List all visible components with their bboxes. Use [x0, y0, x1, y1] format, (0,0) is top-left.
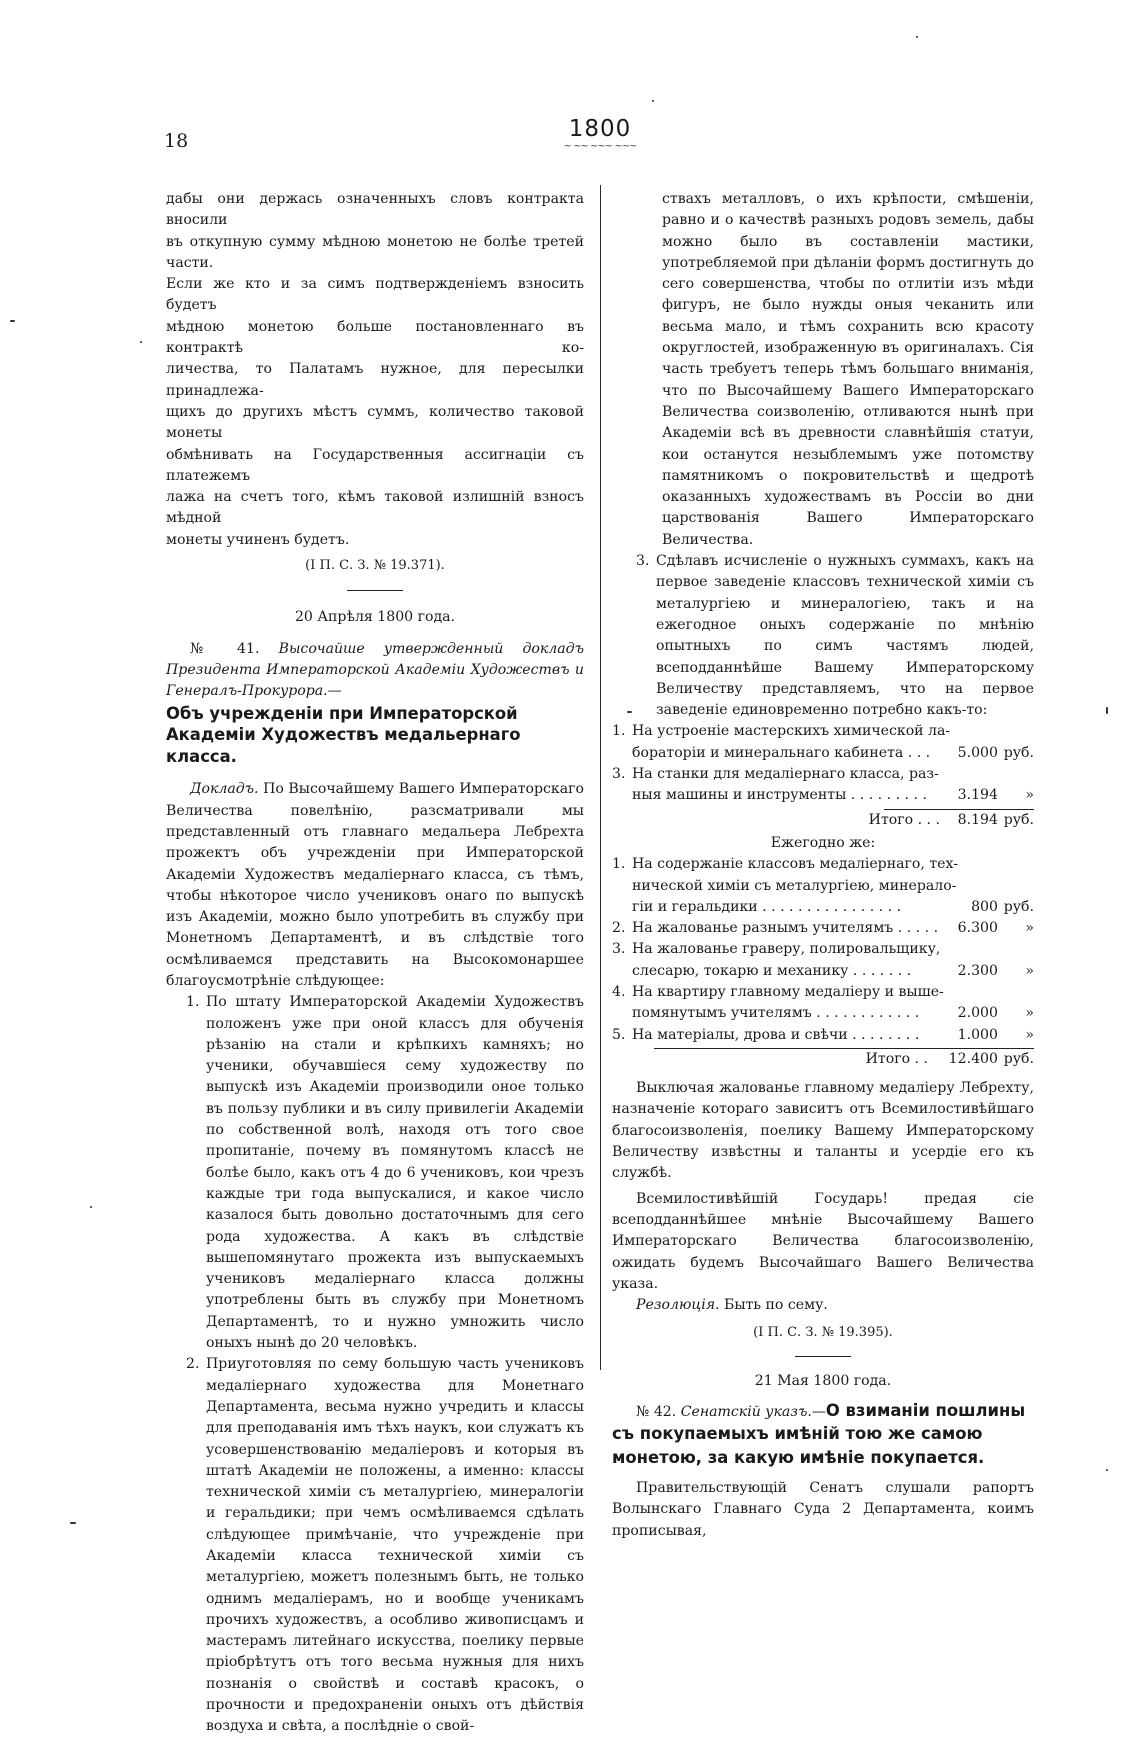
item-number: 3. [612, 766, 626, 783]
cost-item [612, 982, 1034, 1025]
unit: руб. [1003, 744, 1034, 761]
amount: 3.194 [957, 787, 998, 804]
document-number: № 41. [190, 640, 260, 657]
item-number: 4. [612, 983, 626, 1000]
text-line: личества, то Палатамъ нужное, для пересылки принадлежа- [166, 361, 584, 399]
cost-item [612, 854, 1034, 918]
item-text: На станки для медалiернаго класса, раз- [632, 766, 939, 783]
unit: руб. [1003, 898, 1034, 915]
amount: 1.000 [957, 1026, 998, 1043]
total-amount: 12.400 [948, 1050, 998, 1067]
scan-speck [652, 100, 654, 102]
unit: » [1025, 1005, 1034, 1022]
item-text: На матерiалы, дрова и свѣчи . . . . . . . . [632, 1026, 920, 1043]
text-line: въ откупную сумму мѣдною монетою не болѣе третей части. [166, 233, 584, 271]
unit: » [1025, 1026, 1034, 1043]
scan-speck [140, 341, 142, 343]
resolution [612, 1295, 1034, 1316]
item-text: На квартиру главному медалiеру и выше- [632, 983, 944, 1000]
item-text: бораторiи и минеральнаго кабинета . . . [632, 744, 931, 761]
document-42-heading [612, 1400, 1034, 1470]
item-number: 3. [636, 553, 650, 570]
right-column [612, 189, 1034, 1542]
setup-costs [612, 721, 1034, 830]
resolution-text: Быть по сему. [724, 1297, 828, 1314]
cost-item [612, 721, 1034, 764]
unit: » [1025, 962, 1034, 979]
cost-item [612, 918, 1034, 939]
section-divider [795, 1356, 851, 1357]
scan-speck [916, 36, 918, 38]
amount: 2.000 [957, 1005, 998, 1022]
text-line: щихъ до другихъ мѣстъ суммъ, количество таковой монеты [166, 403, 584, 442]
item-text: На жалованье разнымъ учителямъ . . . . . [632, 920, 939, 937]
item-number: 3. [612, 941, 626, 958]
text-line: обмѣнивать на Государственныя ассигнацiи съ платежемъ [166, 446, 584, 484]
amount: 6.300 [957, 920, 998, 937]
item-text: гiи и геральдики . . . . . . . . . . . . . . . . [632, 898, 902, 915]
setup-total [612, 810, 1034, 831]
item-number: 1. [612, 723, 626, 740]
item-text: Сдѣлавъ исчисленiе о нужныхъ суммахъ, какъ на первое заведенiе классовъ технической химiи съ металургiею и минералогiею, такъ и на ежегодное оныхъ содержанiе по мнѣнiю опытныхъ по симъ частямъ людей, всеподданнѣйше Вашему Императорскому Величеству представляемъ, что на первое заведенiе единовременно потребно какъ-то: [656, 553, 1034, 719]
list-item [186, 1354, 584, 1737]
citation: (I П. С. З. № 19.371). [305, 558, 445, 574]
total-unit: руб. [1003, 1050, 1034, 1067]
annual-total [612, 1049, 1034, 1070]
item-text: нической химiи съ металургiею, минерало- [632, 877, 957, 894]
page-number: 18 [164, 130, 189, 152]
item-text: помянутымъ учителямъ . . . . . . . . . . . . [632, 1005, 920, 1022]
text-line: мѣдною монетою больше постановленнаго въ контрактѣ ко- [166, 318, 584, 357]
document-title: О взиманiи пошлины съ покупаемыхъ имѣнiй тою же самою монетою, за какую имѣнiе покупается. [612, 1401, 1026, 1467]
left-column [166, 189, 584, 1738]
year-ornament: ~ ~~ ~~~ ~~~ [563, 141, 637, 152]
document-kind: Сенатскiй указъ.— [680, 1404, 826, 1421]
annual-costs [612, 854, 1034, 1070]
scan-speck [90, 1206, 92, 1208]
item-text: На жалованье граверу, полировальщику, [632, 941, 941, 958]
scan-speck [1106, 1469, 1108, 1471]
item-text: Приуготовляя по сему большую часть учениковъ медалiернаго художества для Монетнаго Департамента, весьма нужно учредить и классы для преподаванiя имъ тѣхъ наукъ, кои служатъ къ усовершенствованiю медалiеровъ и которыя въ штатѣ Академiи не положены, а именно: классы технической химiи съ металургiею, минералогiи и геральдики; при чемъ осмѣливаемся сдѣлать слѣдующее примѣчанiе, что учрежденiе при Академiи класса технической химiи съ металургiею, можетъ полезнымъ быть, не только однимъ медалiерамъ, но и вообще ученикамъ прочихъ художествъ, а особливо живописцамъ и мастерамъ литейнаго искусства, поелику первые прiобрѣтутъ отъ того весьма нужныя для нихъ познанiя о свойствѣ и составѣ красокъ, о прочности и предохраненiи оныхъ отъ дѣйствiя воздуха и свѣта, а послѣднiе о свой- [206, 1356, 584, 1735]
column-divider [600, 185, 601, 1370]
list-item [186, 992, 584, 1354]
amount: 800 [971, 898, 998, 915]
list-item [636, 551, 1034, 721]
intro-paragraph [166, 189, 584, 551]
amount: 2.300 [957, 962, 998, 979]
scan-speck [1106, 707, 1108, 714]
total-label: Итого . . . [868, 811, 940, 828]
total-unit: руб. [1003, 811, 1034, 828]
section-divider [347, 590, 403, 591]
cost-item [612, 764, 1034, 807]
excluding-paragraph: Выключая жалованье главному медалiеру Лебрехту, назначенiе котораго зависитъ отъ Всемилостивѣйшаго благосоизволенiя, поелику Вашему Императорскому Величеству извѣстны и таланты и усердiе его къ службѣ. [612, 1080, 1034, 1182]
document-title: Объ учрежденiи при Императорской Академiи Художествъ медальернаго класса. [166, 703, 521, 766]
report-text: По Высочайшему Вашего Императорскаго Величества повелѣнiю, разсматривали мы представленный отъ главнаго медальера Лебрехта прожектъ объ учрежденiи при Императорской Академiи Художествъ медалiернаго класса, съ тѣмъ, чтобы нѣкоторое число учениковъ онаго по выпускѣ изъ Академiи, можно было употребить въ службу при Монетномъ Департаментѣ, и въ слѣдствiе того осмѣливаемся представить на Высокомонаршее благоусмотрѣнiе слѣдующее: [166, 781, 585, 989]
closing-paragraph: Всемилостивѣйшiй Государь! предая сiе всеподданнѣйшее мнѣнiе Высочайшему Вашего Императорскаго Величества благосоизволенiю, ожидать будемъ Высочайшаго Вашего Величества указа. [612, 1190, 1034, 1292]
document-41-heading [166, 639, 584, 703]
document-number: № 42. [636, 1404, 677, 1421]
document-date: 20 Апрѣля 1800 года. [294, 609, 456, 626]
text-line: дабы они держась означенныхъ словъ контракта вносили [166, 191, 584, 229]
item-number: 5. [612, 1026, 626, 1043]
text-line: лажа на счетъ того, кѣмъ таковой излишнiй взносъ мѣдной [166, 489, 584, 527]
page-year: 1800 [568, 116, 632, 142]
document-kind: Высочайше утвержденный докладъ Президента Императорской Академiи Художествъ и Генералъ-Прокурора.— [166, 640, 585, 700]
unit: » [1025, 787, 1034, 804]
document-date: 21 Мая 1800 года. [754, 1372, 892, 1389]
scan-speck [70, 1522, 76, 1524]
text-line: монеты учиненъ будетъ. [166, 531, 350, 548]
citation: (I П. С. З. № 19.395). [753, 1325, 893, 1341]
report-paragraph [166, 779, 584, 992]
scan-speck [10, 320, 15, 322]
total-label: Итого . . [865, 1050, 928, 1067]
resolution-label: Резолюцiя. [636, 1297, 720, 1314]
continuation-paragraph: ствахъ металловъ, о ихъ крѣпости, смѣшенiи, равно и о качествѣ разныхъ родовъ земель, дабы можно было въ составленiи мастики, употребляемой при дѣланiи формъ достигнуть до сего совершенства, чтобы по отлитiи изъ мѣди фигуръ, не было нужды оныя чеканить или весьма мало, и тѣмъ сохранить всю красоту округлостей, изображенную въ оригиналахъ. Сiя часть требуетъ теперь тѣмъ большаго вниманiя, что по Высочайшему Вашего Императорскаго Величества соизволенiю, отливаются нынѣ при Академiи всѣ въ древности славнѣйшiя статуи, кои останутся незыблемымъ уже потомству памятникомъ о покровительствѣ и щедротѣ оказанныхъ художествамъ въ Россiи во дни царствованiя Вашего Императорскаго Величества. [662, 191, 1034, 548]
item-number: 2. [186, 1356, 200, 1373]
item-number: 1. [186, 994, 200, 1011]
item-text: слесарю, токарю и механику . . . . . . . [632, 962, 912, 979]
senate-paragraph: Правительствующiй Сенатъ слушали рапортъ Волынскаго Главнаго Суда 2 Департамента, коимъ прописывая, [612, 1479, 1034, 1539]
item-text: По штату Императорской Академiи Художествъ положенъ уже при оной классъ для обученiя рѣзанiю на стали и крѣпкихъ камняхъ; но ученики, обучавшiеся сему художеству по выпускѣ изъ Академiи производили оное только въ пользу публики и въ силу привилегiи Академiи по собственной волѣ, находя отъ того свое пропитанiе, почему въ помянутомъ классѣ не болѣе было, какъ отъ 4 до 6 учениковъ, кои чрезъ каждые три года выпускалися, и какое число казалося быть довольно достаточнымъ для сего рода художества. А какъ въ слѣдствiе вышепомянутаго прожекта изъ выпускаемыхъ учениковъ медалiернаго класса должны употреблены быть въ службу при Монетномъ Департаментѣ, то и нужно умножить число оныхъ нынѣ до 20 человѣкъ. [206, 994, 584, 1352]
unit: » [1025, 920, 1034, 937]
amount: 5.000 [957, 744, 998, 761]
item-number: 2. [612, 920, 626, 937]
item-text: На устроенiе мастерскихъ химической ла- [632, 723, 951, 740]
item-text: ныя машины и инструменты . . . . . . . . . [632, 787, 927, 804]
text-line: Если же кто и за симъ подтвержденiемъ взносить будетъ [166, 276, 584, 314]
cost-item [612, 1025, 1034, 1046]
item-number: 1. [612, 856, 626, 873]
report-label: Докладъ. [190, 781, 259, 798]
cost-item [612, 939, 1034, 982]
scan-speck [627, 711, 632, 713]
annual-heading: Ежегодно же: [770, 834, 876, 851]
item-text: На содержанiе классовъ медалiернаго, тех- [632, 856, 959, 873]
total-amount: 8.194 [957, 811, 998, 828]
